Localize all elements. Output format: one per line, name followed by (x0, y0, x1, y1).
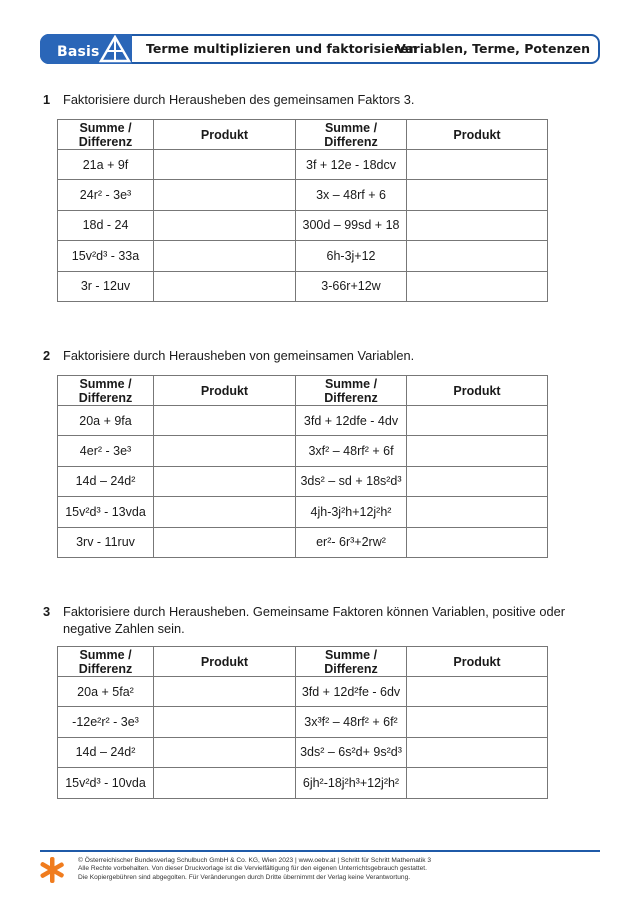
product-answer-cell[interactable] (407, 677, 548, 707)
sum-difference-header (296, 120, 407, 150)
triangle-logo-icon (99, 35, 131, 63)
exercise-table-2 (57, 375, 548, 558)
product-answer-cell[interactable] (154, 180, 296, 210)
product-answer-cell[interactable] (407, 707, 548, 737)
product-answer-cell[interactable] (407, 497, 548, 527)
expression-cell: 20a + 9fa (58, 406, 154, 436)
expression-cell: 18d - 24 (58, 210, 154, 240)
sum-header-line: Summe / (324, 120, 378, 135)
difference-header-line: Differenz (78, 661, 133, 676)
product-answer-cell[interactable] (154, 527, 296, 557)
expression-cell: 3ds² – 6s²d+ 9s²d³ (296, 737, 407, 767)
sum-difference-header (58, 376, 154, 406)
expression-cell: 24r² - 3e³ (58, 180, 154, 210)
level-badge (40, 34, 132, 64)
topic-label: Variablen, Terme, Potenzen (396, 41, 590, 56)
product-header: Produkt (407, 376, 548, 406)
level-badge-label: Basis (57, 44, 100, 60)
product-answer-cell[interactable] (154, 466, 296, 496)
table-row (58, 241, 548, 271)
task-number: 2 (43, 348, 51, 363)
table-row (58, 180, 548, 210)
expression-cell: 14d – 24d² (58, 466, 154, 496)
product-answer-cell[interactable] (407, 436, 548, 466)
product-answer-cell[interactable] (407, 150, 548, 180)
product-answer-cell[interactable] (407, 180, 548, 210)
task-number: 3 (43, 604, 51, 619)
product-answer-cell[interactable] (407, 527, 548, 557)
product-answer-cell[interactable] (407, 241, 548, 271)
task-instruction: Faktorisiere durch Herausheben von gemeinsamen Variablen. (63, 348, 415, 363)
product-answer-cell[interactable] (154, 271, 296, 301)
table-header-row (58, 376, 548, 406)
task-number: 1 (43, 92, 51, 107)
expression-cell: 3fd + 12dfe - 4dv (296, 406, 407, 436)
expression-cell: 3xf² – 48rf² + 6f (296, 436, 407, 466)
table-row (58, 737, 548, 767)
difference-header-line: Differenz (324, 134, 378, 149)
expression-cell: 14d – 24d² (58, 737, 154, 767)
table-row (58, 466, 548, 496)
expression-cell: 300d – 99sd + 18 (296, 210, 407, 240)
product-answer-cell[interactable] (154, 406, 296, 436)
sum-header-line: Summe / (79, 647, 132, 662)
expression-cell: 15v²d³ - 33a (58, 241, 154, 271)
task-instruction: Faktorisiere durch Herausheben. Gemeinsame Faktoren können Variablen, positive oder negative Zahlen sein. (63, 604, 565, 636)
table-header-row (58, 120, 548, 150)
publisher-logo-icon (40, 856, 64, 884)
product-answer-cell[interactable] (154, 737, 296, 767)
expression-cell: 4jh-3j²h+12j²h² (296, 497, 407, 527)
expression-cell: er²- 6r³+2rw² (296, 527, 407, 557)
product-answer-cell[interactable] (154, 241, 296, 271)
expression-cell: 6h-3j+12 (296, 241, 407, 271)
difference-header-line: Differenz (324, 661, 378, 676)
product-answer-cell[interactable] (407, 406, 548, 436)
table-row (58, 677, 548, 707)
table-row (58, 271, 548, 301)
product-answer-cell[interactable] (154, 677, 296, 707)
product-answer-cell[interactable] (154, 150, 296, 180)
table-row (58, 210, 548, 240)
difference-header-line: Differenz (324, 390, 378, 405)
expression-cell: 3ds² – sd + 18s²d³ (296, 466, 407, 496)
fees-line: Die Kopiergebühren sind abgegolten. Für Veränderungen durch Dritte übernimmt der Verlag keine Verantwortung. (78, 873, 411, 881)
sum-difference-header (296, 376, 407, 406)
expression-cell: -12e²r² - 3e³ (58, 707, 154, 737)
worksheet-title: Terme multiplizieren und faktorisieren (146, 41, 418, 56)
expression-cell: 3-66r+12w (296, 271, 407, 301)
expression-cell: 15v²d³ - 13vda (58, 497, 154, 527)
product-answer-cell[interactable] (154, 436, 296, 466)
product-header: Produkt (154, 120, 296, 150)
expression-cell: 20a + 5fa² (58, 677, 154, 707)
product-header: Produkt (407, 647, 548, 677)
exercise-table-3 (57, 646, 548, 799)
table-row (58, 406, 548, 436)
footer-divider (40, 850, 600, 852)
product-answer-cell[interactable] (407, 210, 548, 240)
rights-line: Alle Rechte vorbehalten. Von dieser Druckvorlage ist die Vervielfältigung für den eigenen Unterrichtsgebrauch gestattet. (78, 865, 427, 873)
page-header (40, 34, 600, 64)
product-header: Produkt (154, 376, 296, 406)
sum-header-line: Summe / (324, 376, 378, 391)
table-header-row (58, 647, 548, 677)
sum-header-line: Summe / (324, 647, 378, 662)
product-answer-cell[interactable] (407, 466, 548, 496)
expression-cell: 6jh²-18j²h³+12j²h² (296, 768, 407, 798)
copyright-notice (78, 857, 578, 882)
difference-header-line: Differenz (78, 134, 133, 149)
task-instruction: Faktorisiere durch Herausheben des gemeinsamen Faktors 3. (63, 92, 415, 107)
sum-header-line: Summe / (79, 376, 132, 391)
expression-cell: 3x³f² – 48rf² + 6f² (296, 707, 407, 737)
product-answer-cell[interactable] (407, 768, 548, 798)
copyright-line: © Österreichischer Bundesverlag Schulbuch GmbH & Co. KG, Wien 2023 | www.oebv.at | Schritt für Schritt Mathematik 3 (78, 857, 432, 864)
product-answer-cell[interactable] (154, 707, 296, 737)
table-row (58, 150, 548, 180)
product-answer-cell[interactable] (154, 497, 296, 527)
table-row (58, 707, 548, 737)
expression-cell: 4er² - 3e³ (58, 436, 154, 466)
product-answer-cell[interactable] (154, 768, 296, 798)
product-answer-cell[interactable] (154, 210, 296, 240)
expression-cell: 3r - 12uv (58, 271, 154, 301)
product-answer-cell[interactable] (407, 737, 548, 767)
exercise-table-1 (57, 119, 548, 302)
difference-header-line: Differenz (78, 390, 133, 405)
sum-difference-header (58, 647, 154, 677)
expression-cell: 3f + 12e - 18dcv (296, 150, 407, 180)
table-row (58, 768, 548, 798)
table-row (58, 497, 548, 527)
expression-cell: 3fd + 12d²fe - 6dv (296, 677, 407, 707)
table-row (58, 436, 548, 466)
product-header: Produkt (407, 120, 548, 150)
sum-difference-header (296, 647, 407, 677)
product-answer-cell[interactable] (407, 271, 548, 301)
sum-difference-header (58, 120, 154, 150)
product-header: Produkt (154, 647, 296, 677)
sum-header-line: Summe / (79, 120, 132, 135)
table-row (58, 527, 548, 557)
expression-cell: 21a + 9f (58, 150, 154, 180)
expression-cell: 15v²d³ - 10vda (58, 768, 154, 798)
expression-cell: 3x – 48rf + 6 (296, 180, 407, 210)
expression-cell: 3rv - 11ruv (58, 527, 154, 557)
